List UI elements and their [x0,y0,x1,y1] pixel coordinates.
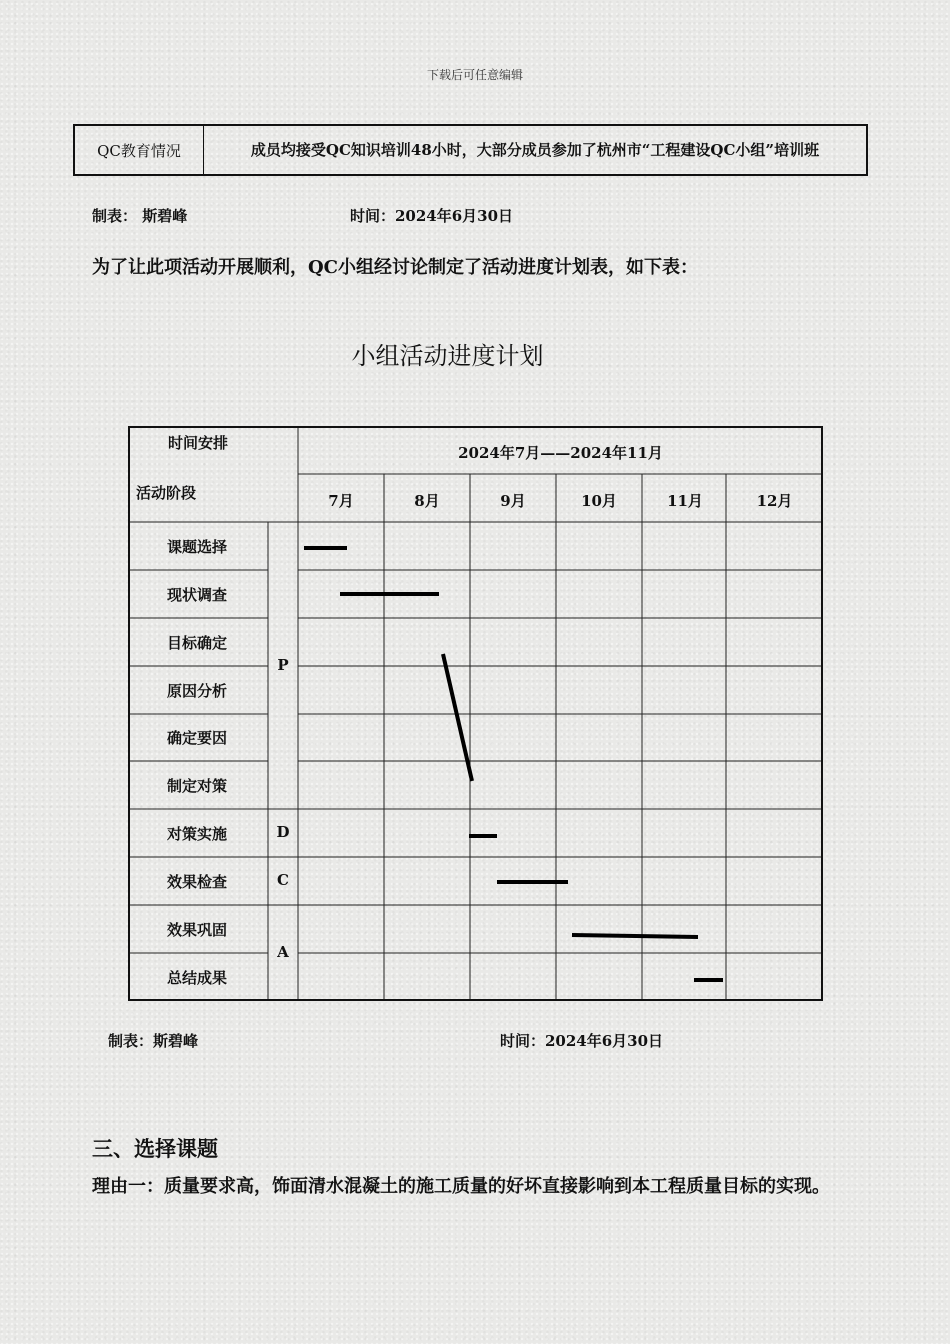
qc-education-content: 成员均接受QC知识培训48小时，大部分成员参加了杭州市“工程建设QC小组”培训班 [250,141,820,159]
gantt-table [128,426,823,1001]
phase-a: A [277,943,289,961]
month-nov: 11月 [667,492,703,510]
bottom-time: 时间：2024年6月30日 [500,1032,664,1050]
stage-label: 原因分析 [166,682,227,700]
phase-p: P [277,656,289,674]
phase-d: D [276,823,290,841]
top-time: 时间：2024年6月30日 [350,207,514,225]
header-note: 下载后可任意编辑 [426,68,523,82]
phase-c: C [277,871,289,889]
reason-one: 理由一：质量要求高，饰面清水混凝土的施工质量的好坏直接影响到本工程质量目标的实现。 [92,1176,830,1197]
stage-label: 现状调查 [166,586,227,604]
period-header: 2024年7月——2024年11月 [458,444,663,462]
qc-education-table [73,124,868,176]
section-heading: 三、选择课题 [92,1136,218,1161]
gantt-grid [128,426,823,1001]
stage-label: 课题选择 [166,538,227,556]
intro-text: 为了让此项活动开展顺利，QC小组经讨论制定了活动进度计划表，如下表： [92,257,699,278]
stage-label: 确定要因 [166,729,227,747]
stage-label: 目标确定 [166,634,227,652]
month-jul: 7月 [328,492,354,510]
plan-title: 小组活动进度计划 [351,342,544,370]
month-sep: 9月 [500,492,526,510]
bar-consolidation [572,935,698,937]
bar-target-to-countermeasure [443,654,472,781]
month-dec: 12月 [756,492,793,510]
stage-label: 制定对策 [166,777,227,795]
month-oct: 10月 [581,492,617,510]
month-aug: 8月 [414,492,440,510]
stage-label: 效果检查 [166,873,227,891]
header-time: 时间安排 [167,434,228,452]
stage-label: 总结成果 [166,969,227,987]
qc-education-label: QC教育情况 [75,126,204,174]
header-stage: 活动阶段 [136,484,197,502]
top-maker: 制表： 斯碧峰 [92,207,188,225]
stage-label: 对策实施 [166,825,227,843]
bottom-maker: 制表：斯碧峰 [108,1032,199,1050]
stage-label: 效果巩固 [166,921,227,939]
